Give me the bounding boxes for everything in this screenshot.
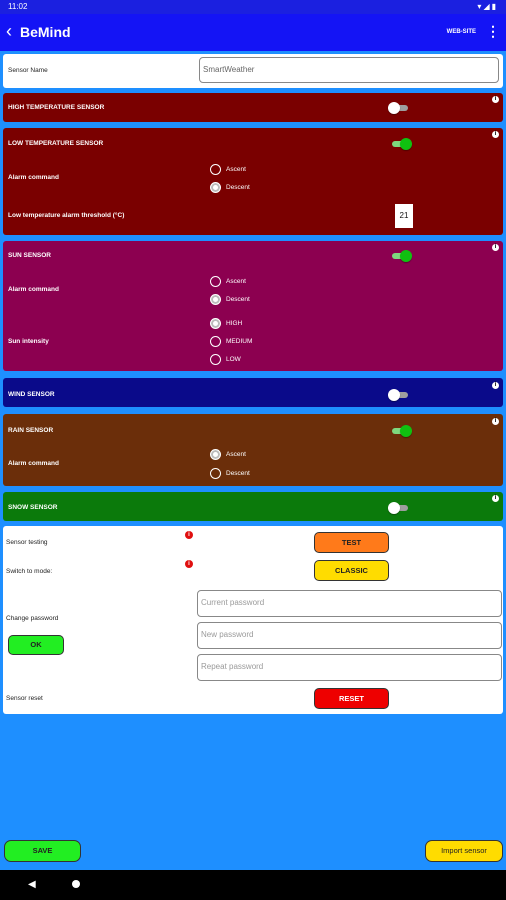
low-temperature-panel: LOW TEMPERATURE SENSOR i Alarm command Ascent Descent Low temperature alarm threshold (°C) 21 — [3, 128, 503, 235]
sensor-testing-info-icon[interactable]: i — [185, 531, 193, 539]
sun-toggle[interactable] — [392, 250, 412, 262]
rain-title: RAIN SENSOR — [8, 427, 54, 434]
snow-panel — [3, 492, 503, 521]
sensor-name-panel — [3, 54, 503, 88]
sensor-name-label: Sensor Name — [8, 67, 48, 74]
alarm-command-label: Alarm command — [8, 286, 59, 293]
sun-intensity-label: Sun intensity — [8, 338, 49, 345]
settings-panel — [3, 526, 503, 714]
wind-panel — [3, 378, 503, 407]
app-title: BeMind — [20, 24, 71, 40]
switch-mode-info-icon[interactable]: i — [185, 560, 193, 568]
high-temperature-toggle[interactable] — [388, 102, 408, 114]
sensor-name-input[interactable]: SmartWeather — [199, 57, 499, 83]
save-button[interactable]: SAVE — [4, 840, 81, 862]
new-password-input[interactable]: New password — [197, 622, 502, 649]
sensor-testing-label: Sensor testing — [6, 539, 48, 546]
threshold-input[interactable]: 21 — [395, 204, 413, 228]
ok-button[interactable]: OK — [8, 635, 64, 655]
info-icon[interactable]: i — [492, 382, 499, 389]
threshold-label: Low temperature alarm threshold (°C) — [8, 212, 125, 219]
status-bar — [0, 0, 506, 14]
change-password-label: Change password — [6, 615, 59, 622]
low-temperature-title: LOW TEMPERATURE SENSOR — [8, 140, 104, 147]
reset-button[interactable]: RESET — [314, 688, 389, 709]
website-link[interactable]: WEB-SITE — [446, 29, 476, 35]
rain-toggle[interactable] — [392, 425, 412, 437]
back-arrow-icon[interactable]: ‹ — [6, 21, 12, 41]
system-navigation-bar — [0, 870, 506, 900]
high-temperature-title: HIGH TEMPERATURE SENSOR — [8, 104, 105, 111]
test-button[interactable]: TEST — [314, 532, 389, 553]
wind-title: WIND SENSOR — [8, 391, 55, 398]
low-temperature-toggle[interactable] — [392, 138, 412, 150]
high-temperature-panel — [3, 93, 503, 122]
info-icon[interactable]: i — [492, 96, 499, 103]
classic-button[interactable]: CLASSIC — [314, 560, 389, 581]
info-icon[interactable]: i — [492, 418, 499, 425]
status-icons: ▾◢▮ — [477, 2, 498, 11]
snow-toggle[interactable] — [388, 502, 408, 514]
rain-panel: RAIN SENSOR i Alarm command Ascent Descent — [3, 414, 503, 486]
import-sensor-button[interactable]: Import sensor — [425, 840, 503, 862]
alarm-command-label: Alarm command — [8, 460, 59, 467]
info-icon[interactable]: i — [492, 131, 499, 138]
nav-home-icon[interactable] — [72, 880, 80, 888]
switch-mode-label: Switch to mode: — [6, 568, 53, 575]
sun-panel: SUN SENSOR i Alarm command Ascent Descent Sun intensity HIGH MEDIUM LOW — [3, 241, 503, 371]
sun-title: SUN SENSOR — [8, 252, 51, 259]
current-password-input[interactable]: Current password — [197, 590, 502, 617]
info-icon[interactable]: i — [492, 495, 499, 502]
sensor-reset-label: Sensor reset — [6, 695, 43, 702]
overflow-menu-icon[interactable]: ⋮ — [486, 23, 500, 39]
alarm-command-label: Alarm command — [8, 174, 59, 181]
repeat-password-input[interactable]: Repeat password — [197, 654, 502, 681]
info-icon[interactable]: i — [492, 244, 499, 251]
snow-title: SNOW SENSOR — [8, 504, 58, 511]
app-bar — [0, 14, 506, 51]
wind-toggle[interactable] — [388, 389, 408, 401]
nav-back-icon[interactable]: ◀ — [28, 879, 36, 890]
status-time: 11:02 — [8, 2, 28, 11]
